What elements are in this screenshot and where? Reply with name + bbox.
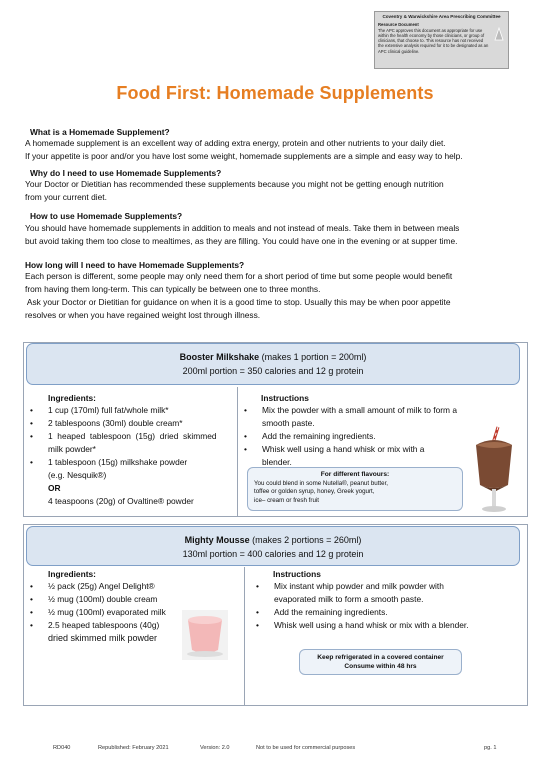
page-title: Food First: Homemade Supplements <box>116 83 434 103</box>
mousse-portion: 130ml portion = 400 calories and 12 g protein <box>182 549 364 559</box>
text-line: but avoid taking them too close to mealtimes, as they are filling. You could have one in the evening or at supper time. <box>25 236 458 246</box>
mousse-makes: (makes 2 portions = 260ml) <box>249 535 362 545</box>
footer-page: pg. 1 <box>484 745 497 751</box>
section-heading: How to use Homemade Supplements? <box>30 211 183 221</box>
ovaltine-note: 4 teaspoons (20g) of Ovaltine® powder <box>48 496 194 506</box>
list-item: • 1 tablespoon (15g) milkshake powder <box>30 457 188 467</box>
flavours-line: toffee or golden syrup, honey, Greek yogurt, <box>254 488 375 496</box>
footer-notice: Not to be used for commercial purposes <box>256 745 356 751</box>
milkshake-image <box>470 425 518 515</box>
list-item: • 2.5 heaped tablespoons (40g) dried skimmed milk powder <box>30 620 160 643</box>
mousse-image <box>182 610 228 660</box>
booster-header <box>26 343 520 385</box>
booster-name: Booster Milkshake <box>179 352 260 362</box>
section-heading: What is a Homemade Supplement? <box>30 127 170 137</box>
instructions-heading: Instructions <box>273 569 321 579</box>
text-line: Your Doctor or Dietitian has recommended these supplements because you might not be getting enough nutrition <box>25 179 444 189</box>
apc-approval-box <box>374 11 509 69</box>
list-item: • Whisk well using a hand whisk or mix with a blender. <box>244 444 425 467</box>
flavours-line: You could blend in some Nutella®, peanut butter, <box>254 479 389 487</box>
booster-instructions-list <box>244 404 474 469</box>
text-line: A homemade supplement is an excellent way of adding extra energy, protein and other nutrients to your daily diet. <box>25 138 446 148</box>
mousse-name: Mighty Mousse <box>184 535 250 545</box>
text-line: Ask your Doctor or Dietitian for guidance on when it is a good time to stop. Usually this may be when poor appetite <box>25 297 451 307</box>
ingredients-heading: Ingredients: <box>48 393 96 403</box>
section-body <box>25 270 535 322</box>
text-line: resolves or when you have regained weight lost through illness. <box>25 310 261 320</box>
storage-line: Keep refrigerated in a covered container <box>317 654 444 661</box>
apc-doc-type: Resource Document <box>378 22 419 28</box>
list-item: • 1 heaped tablespoon (15g) dried skimmed milk powder* <box>30 431 217 454</box>
list-item: • 2 tablespoons (30ml) double cream* <box>30 418 183 428</box>
list-item: • ½ mug (100ml) evaporated milk <box>30 607 166 617</box>
list-item: • 1 cup (170ml) full fat/whole milk* <box>30 405 169 415</box>
text-line: You should have homemade supplements in addition to meals and not instead of meals. Take them in between meals <box>25 223 460 233</box>
column-divider <box>244 567 245 706</box>
section-body <box>25 222 535 248</box>
list-item: • Mix the powder with a small amount of milk to form a smooth paste. <box>244 405 458 428</box>
flavours-line: ice– cream or fresh fruit <box>254 496 319 504</box>
section-body <box>25 137 535 163</box>
footer-code: RD040 <box>53 745 71 751</box>
nesquik-note: (e.g. Nesquik®) <box>48 470 107 480</box>
section-heading: Why do I need to use Homemade Supplements? <box>30 168 222 178</box>
apc-logo-icon <box>493 26 505 42</box>
apc-title: Coventry & Warwickshire Area Prescribing Committee <box>382 14 501 19</box>
flavours-box <box>247 467 463 511</box>
list-item: • Mix instant whip powder and milk powder with evaporated milk to form a smooth paste. <box>256 581 444 604</box>
instructions-heading: Instructions <box>261 393 309 403</box>
storage-line: Consume within 48 hrs <box>344 663 417 670</box>
storage-note-box <box>299 649 462 675</box>
booster-makes: (makes 1 portion = 200ml) <box>259 352 367 362</box>
text-line: Each person is different, some people may only need them for a short period of time but some people would benefit <box>25 271 453 281</box>
list-item: • Whisk well using a hand whisk or mix with a blender. <box>256 620 469 630</box>
text-line: If your appetite is poor and/or you have lost some weight, homemade supplements are a simple and easy way to help. <box>25 151 463 161</box>
list-item: • Add the remaining ingredients. <box>256 607 388 617</box>
flavours-heading: For different flavours: <box>320 471 390 478</box>
list-item: • Add the remaining ingredients. <box>244 431 376 441</box>
or-label: OR <box>48 483 61 493</box>
text-line: from having them long-term. This can typically be between one to three months. <box>25 284 321 294</box>
apc-text: The APC approves this document as appropriate for use within the health economy by those clinicians, or group of clinicians, that choose to. This resource has not received the extensive analysis required for it to be designated as an APC clinical guideline. <box>378 27 489 54</box>
footer-version: Version: 2.0 <box>200 745 230 751</box>
footer-republished: Republished: February 2021 <box>98 745 169 751</box>
list-item: • ½ pack (25g) Angel Delight® <box>30 581 155 591</box>
mousse-header <box>26 526 520 566</box>
text-line: from your current diet. <box>25 192 107 202</box>
column-divider <box>237 387 238 517</box>
mousse-instructions-list <box>256 580 526 632</box>
list-item: • ½ mug (100ml) double cream <box>30 594 158 604</box>
section-body <box>25 178 535 204</box>
ingredients-heading: Ingredients: <box>48 569 96 579</box>
section-heading: How long will I need to have Homemade Supplements? <box>25 260 245 270</box>
booster-ingredients-list <box>30 404 235 469</box>
booster-portion: 200ml portion = 350 calories and 12 g protein <box>182 366 364 376</box>
